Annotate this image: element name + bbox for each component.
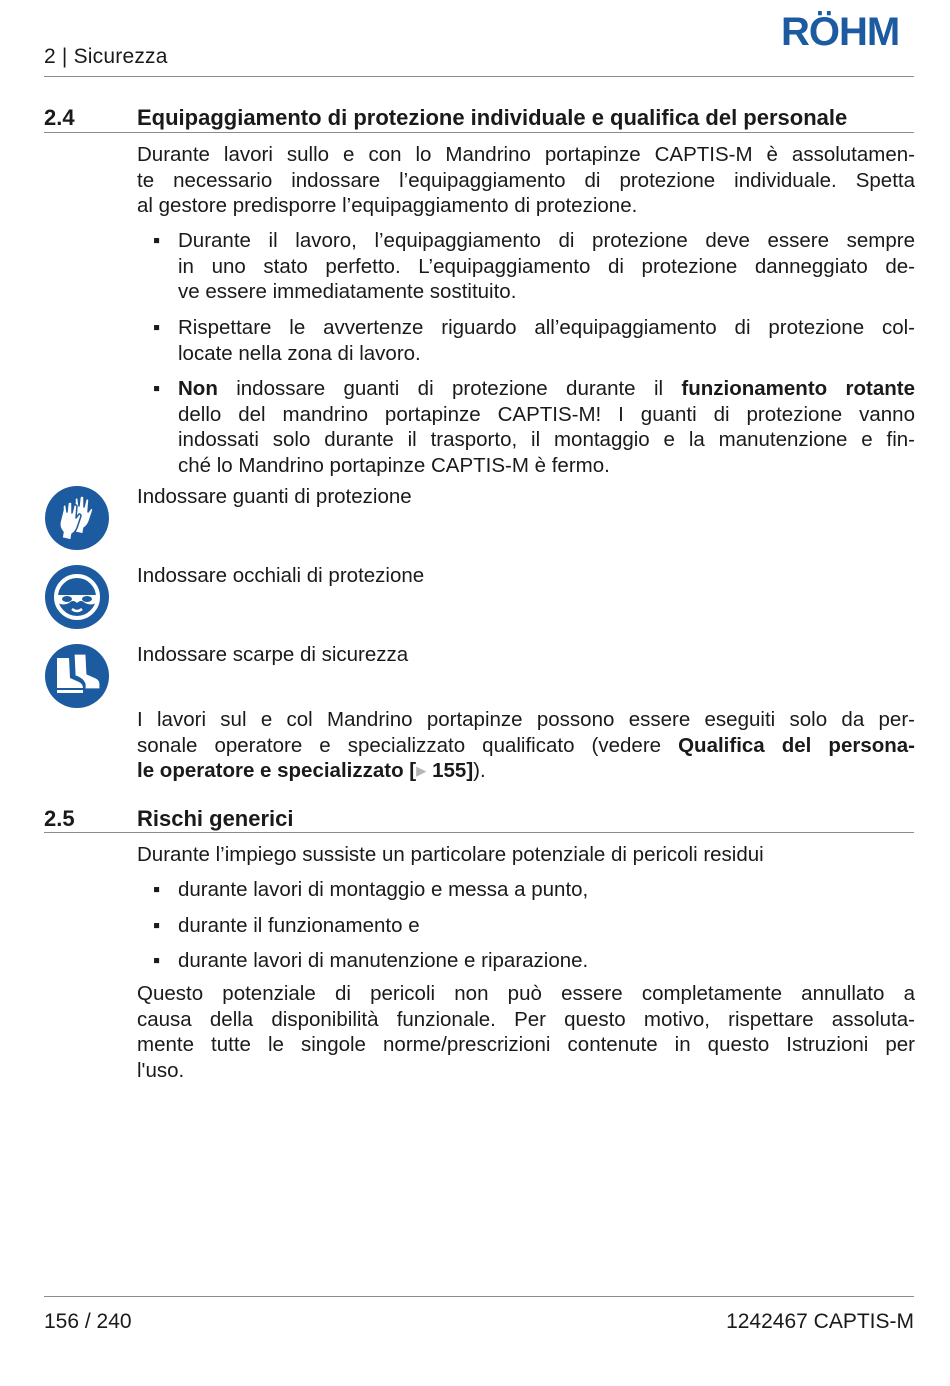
section-title: Equipaggiamento di protezione individuale e qualifica del personale xyxy=(137,105,848,130)
emphasis: Non xyxy=(178,377,218,400)
goggles-icon xyxy=(45,565,109,629)
gloves-icon xyxy=(45,486,109,550)
closing-paragraph xyxy=(137,981,915,1083)
text-line: Questo potenziale di pericoli non può essere completamente annullato a xyxy=(137,982,915,1005)
text-line: Durante il lavoro, l’equipaggiamento di protezione deve essere sempre xyxy=(178,229,915,252)
text-line: ve essere immediatamente sostituito. xyxy=(178,280,517,303)
text-fragment: ). xyxy=(473,759,486,782)
text-fragment: sonale operatore e specializzato qualificato (vedere xyxy=(137,733,679,757)
qualification-paragraph xyxy=(137,707,915,784)
emphasis: funzionamento rotante xyxy=(681,377,915,400)
bullet-marker: ▪ xyxy=(153,878,161,901)
section-rule xyxy=(44,832,914,833)
ppe-label-boots: Indossare scarpe di sicurezza xyxy=(137,643,409,666)
bullet-marker: ▪ xyxy=(153,377,161,400)
document-id: 1242467 CAPTIS-M xyxy=(726,1310,914,1333)
intro-paragraph xyxy=(137,142,915,219)
text-line: al gestore predisporre l’equipaggiamento di protezione. xyxy=(137,194,638,217)
text-line: I lavori sul e col Mandrino portapinze possono essere eseguiti solo da per- xyxy=(137,708,915,731)
header-rule xyxy=(44,76,914,77)
text-line: locate nella zona di lavoro. xyxy=(178,341,421,365)
text-line: durante il funzionamento e xyxy=(178,914,420,937)
text-line: in uno stato perfetto. L’equipaggiamento di protezione danneggiato de- xyxy=(178,254,915,278)
running-header: 2 | Sicurezza xyxy=(44,45,168,68)
section-number: 2.5 xyxy=(44,806,75,831)
text-line: durante lavori di montaggio e messa a punto, xyxy=(178,878,589,901)
bullet-marker: ▪ xyxy=(153,316,161,339)
text-line: Durante l’impiego sussiste un particolare potenziale di pericoli residui xyxy=(137,843,764,866)
bullet-marker: ▪ xyxy=(153,914,161,937)
page-number: 156 / 240 xyxy=(44,1310,132,1333)
page-reference: 155] xyxy=(426,759,474,782)
bullet-marker: ▪ xyxy=(153,949,161,972)
text-line: mente tutte le singole norme/prescrizioni contenute in questo Istruzioni per xyxy=(137,1033,915,1056)
section-title: Rischi generici xyxy=(137,806,294,831)
svg-text:RÖHM: RÖHM xyxy=(781,10,900,54)
text-line: Durante lavori sullo e con lo Mandrino portapinze CAPTIS-M è assolutamen- xyxy=(137,143,915,166)
boots-icon xyxy=(45,644,109,708)
text-line: indossati solo durante il trasporto, il montaggio e la manutenzione e fin- xyxy=(178,428,915,451)
text-line xyxy=(137,758,915,784)
text-line xyxy=(178,376,915,402)
intro-paragraph xyxy=(137,842,915,868)
text-line: te necessario indossare l’equipaggiamento di protezione individuale. Spetta xyxy=(137,168,915,192)
text-line: causa della disponibilità funzionale. Per questo motivo, rispettare assoluta- xyxy=(137,1007,915,1031)
page-arrow-icon: ▸ xyxy=(416,759,427,782)
section-rule xyxy=(44,132,914,133)
section-number: 2.4 xyxy=(44,105,75,130)
ppe-label-gloves: Indossare guanti di protezione xyxy=(137,485,412,508)
bullet-marker: ▪ xyxy=(153,229,161,252)
cross-reference[interactable] xyxy=(137,759,473,782)
text-line xyxy=(137,733,915,759)
text-line: ché lo Mandrino portapinze CAPTIS-M è fermo. xyxy=(178,453,610,477)
text-line: dello del mandrino portapinze CAPTIS-M! I guanti di protezione vanno xyxy=(178,402,915,426)
text-line: Rispettare le avvertenze riguardo all’equipaggiamento di protezione col- xyxy=(178,316,915,339)
text-fragment: indossare guanti di protezione durante il xyxy=(217,377,682,400)
ppe-label-goggles: Indossare occhiali di protezione xyxy=(137,564,425,587)
cross-reference[interactable]: Qualifica del persona- xyxy=(678,733,916,757)
text-line: durante lavori di manutenzione e riparazione. xyxy=(178,949,589,972)
footer-rule xyxy=(44,1296,914,1297)
text-line: l'uso. xyxy=(137,1058,185,1082)
text-fragment: le operatore e specializzato [ xyxy=(137,759,417,782)
rohm-logo xyxy=(779,2,916,54)
